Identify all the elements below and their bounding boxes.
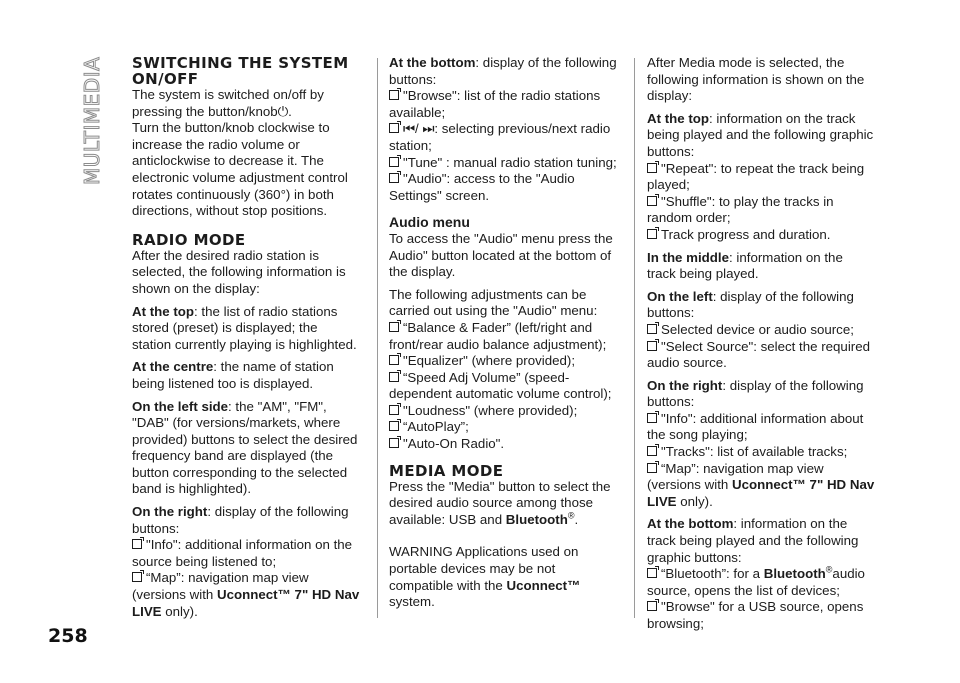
column-3	[647, 55, 875, 633]
column-divider	[634, 58, 635, 618]
paragraph-radio-bottom: At the bottom: display of the following buttons:	[389, 55, 617, 87]
section-side-label: MULTIMEDIA	[80, 56, 104, 185]
warning-text: WARNING Applications used on portable devices may be not compatible with the Uconnect™ system.	[389, 544, 581, 610]
bullet-box-icon	[389, 355, 399, 365]
paragraph-audio-adjustments: The following adjustments can be carried out using the "Audio" menu:	[389, 286, 598, 319]
bullet-box-icon	[647, 463, 657, 473]
list-item: "Tracks": list of available tracks;	[647, 444, 875, 461]
list-item: “Map”: navigation map view (versions with Uconnect™ 7" HD Nav LIVE only).	[647, 460, 875, 509]
list-item: "Browse" for a USB source, opens browsing;	[647, 599, 864, 631]
column-divider	[377, 58, 378, 618]
list-item: "Repeat": to repeat the track being played;	[647, 160, 865, 193]
bullet-box-icon	[389, 322, 399, 332]
list-item: “Speed Adj Volume” (speed-dependent automatic volume control);	[389, 369, 612, 402]
paragraph-volume: Turn the button/knob clockwise to increase the radio volume or anticlockwise to decrease it. The electronic volume adjustment control rotates continuously (360°) in both directions, without stop positions.	[132, 120, 348, 219]
bullet-box-icon	[647, 229, 657, 239]
bullet-box-icon	[389, 421, 399, 431]
list-item: "Loudness" (where provided);	[389, 403, 617, 420]
bullet-box-icon	[389, 372, 399, 382]
paragraph-audio-access: To access the "Audio" menu press the Audio" button located at the bottom of the display.	[389, 230, 613, 280]
paragraph-radio-left: On the left side: the "AM", "FM", "DAB" (for versions/markets, where provided) buttons to select the desired frequency band are displayed (the button corresponding to the selected band is highlighted).	[132, 398, 358, 497]
list-item: ⏮/ ⏭: selecting previous/next radio station;	[389, 121, 611, 153]
heading-radio-mode: RADIO MODE	[132, 230, 246, 249]
list-item: "Equalizer" (where provided);	[389, 353, 617, 370]
list-item: "Select Source": select the required audio source.	[647, 338, 871, 371]
list-item: Track progress and duration.	[647, 227, 875, 244]
bullet-box-icon	[647, 446, 657, 456]
bullet-box-icon	[647, 601, 657, 611]
bullet-box-icon	[389, 157, 399, 167]
paragraph-radio-intro: After the desired radio station is selected, the following information is shown on the display:	[132, 247, 346, 296]
list-item: "Info": additional information about the song playing;	[647, 410, 864, 443]
list-item: "Audio": access to the "Audio Settings" screen.	[389, 171, 575, 203]
list-item: "Browse": list of the radio stations available;	[389, 88, 601, 120]
paragraph-radio-centre: At the centre: the name of station being listened too is displayed.	[132, 359, 334, 391]
bullet-box-icon	[132, 572, 142, 582]
paragraph-media-bottom: At the bottom: information on the track being played and the following graphic buttons:	[647, 516, 859, 565]
heading-switching: SWITCHING THE SYSTEM ON/OFF	[132, 54, 349, 88]
list-item: “Map”: navigation map view (versions with Uconnect™ 7" HD Nav LIVE only).	[132, 570, 360, 619]
bullet-box-icon	[647, 163, 657, 173]
list-item: “Balance & Fader” (left/right and front/rear audio balance adjustment);	[389, 319, 607, 352]
bullet-box-icon	[389, 123, 399, 133]
bullet-box-icon	[389, 90, 399, 100]
paragraph-radio-right: On the right: display of the following buttons:	[132, 504, 349, 536]
paragraph-media-top: At the top: information on the track being played and the following graphic buttons:	[647, 110, 874, 159]
paragraph-switch-on-off: The system is switched on/off by pressing the button/knob⏻.	[132, 87, 324, 119]
column-1	[132, 55, 360, 620]
paragraph-media-middle: In the middle: information on the track being played.	[647, 249, 843, 282]
paragraph-radio-top: At the top: the list of radio stations stored (preset) is displayed; the station currently playing is highlighted.	[132, 303, 357, 352]
list-item: "Auto-On Radio".	[389, 436, 617, 453]
column-2	[389, 55, 617, 611]
bullet-box-icon	[647, 324, 657, 334]
list-item: “Bluetooth”: for a Bluetooth®audio source, opens the list of devices;	[647, 564, 865, 598]
bullet-box-icon	[389, 438, 399, 448]
bullet-box-icon	[647, 341, 657, 351]
bullet-box-icon	[647, 413, 657, 423]
list-item: "Info": additional information on the source being listened to;	[132, 537, 353, 569]
bullet-box-icon	[132, 539, 142, 549]
bullet-box-icon	[647, 196, 657, 206]
list-item: "Tune" : manual radio station tuning;	[389, 155, 617, 172]
list-item: “AutoPlay”;	[389, 419, 617, 436]
power-knob-icon: ⏻	[277, 103, 289, 119]
list-item: Selected device or audio source;	[647, 322, 875, 339]
bullet-box-icon	[389, 173, 399, 183]
list-item: "Shuffle": to play the tracks in random order;	[647, 193, 834, 226]
paragraph-media-right: On the right: display of the following buttons:	[647, 377, 864, 410]
paragraph-media-after: After Media mode is selected, the following information is shown on the display:	[647, 55, 865, 104]
heading-media-mode: MEDIA MODE	[389, 461, 504, 480]
prev-next-icon: ⏮/ ⏭	[403, 121, 435, 137]
bullet-box-icon	[647, 568, 657, 578]
paragraph-media-left: On the left: display of the following buttons:	[647, 288, 854, 321]
paragraph-media-intro: Press the "Media" button to select the desired audio source among those available: USB and Bluetooth®.	[389, 478, 611, 527]
bullet-box-icon	[389, 405, 399, 415]
heading-audio-menu: Audio menu	[389, 214, 470, 231]
page-number: 258	[48, 625, 88, 647]
